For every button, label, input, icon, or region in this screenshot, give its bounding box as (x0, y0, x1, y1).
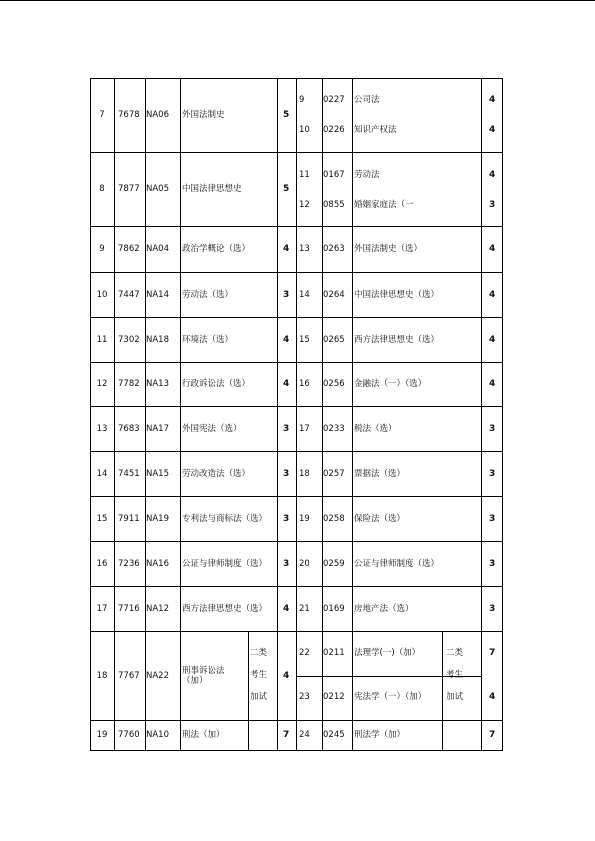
course-name: 环境法（选） (182, 335, 234, 345)
row-number: 8 (99, 184, 105, 194)
note-left: 加试 (250, 692, 268, 702)
course-code: 7678 (118, 110, 140, 120)
course-code: 7447 (118, 290, 140, 300)
right-row-number: 13 (299, 244, 310, 254)
course-ncode: NA06 (146, 110, 169, 120)
column-rule (277, 78, 278, 750)
right-course-credit: 7 (489, 730, 496, 740)
course-credit: 5 (283, 184, 290, 194)
right-course-credit: 7 (489, 648, 496, 658)
right-course-name: 税法（选） (354, 424, 397, 434)
course-credit: 3 (283, 559, 290, 569)
row-number: 10 (96, 290, 108, 300)
right-course-credit: 4 (489, 379, 496, 389)
course-ncode: NA14 (146, 290, 169, 300)
right-course-name: 知识产权法 (354, 125, 397, 135)
right-course-name: 宪法学（一）（加） (354, 692, 427, 702)
right-course-code: 0233 (323, 424, 345, 434)
right-course-credit: 3 (489, 604, 496, 614)
course-code: 7862 (118, 244, 140, 254)
row-number: 17 (96, 604, 108, 614)
course-ncode: NA13 (146, 379, 169, 389)
right-course-name: 公证与律师制度（选） (354, 559, 440, 569)
right-course-code: 0226 (323, 125, 345, 135)
right-row-number: 21 (299, 604, 310, 614)
column-rule (352, 78, 353, 750)
column-rule (145, 78, 146, 750)
column-rule (502, 78, 503, 750)
right-row-number: 15 (299, 335, 310, 345)
course-name: 西方法律思想史（选） (182, 604, 268, 614)
course-name: 刑事诉讼法（加） (182, 666, 225, 686)
column-rule (180, 78, 181, 750)
course-credit: 4 (283, 671, 290, 681)
course-code: 7911 (118, 514, 140, 524)
right-course-code: 0212 (323, 692, 345, 702)
right-course-code: 0259 (323, 559, 345, 569)
right-course-code: 0256 (323, 379, 345, 389)
course-code: 7716 (118, 604, 140, 614)
column-rule (114, 78, 115, 750)
column-rule (481, 78, 482, 750)
right-course-name: 法理学(一)（加） (354, 648, 421, 658)
course-name: 外国宪法（选） (182, 424, 242, 434)
right-course-credit: 3 (489, 200, 496, 210)
right-course-code: 0227 (323, 95, 345, 105)
course-name: 专利法与商标法（选） (182, 514, 268, 524)
course-ncode: NA05 (146, 184, 169, 194)
right-course-code: 0257 (323, 469, 345, 479)
right-course-credit: 3 (489, 424, 496, 434)
course-code: 7782 (118, 379, 140, 389)
right-row-number: 10 (299, 125, 310, 135)
course-name: 劳动法（选） (182, 290, 234, 300)
column-rule (90, 78, 91, 750)
right-course-credit: 4 (489, 95, 496, 105)
right-course-code: 0245 (323, 730, 345, 740)
right-course-credit: 4 (489, 335, 496, 345)
course-ncode: NA04 (146, 244, 169, 254)
course-code: 7760 (118, 730, 140, 740)
course-ncode: NA22 (146, 671, 169, 681)
course-code: 7236 (118, 559, 140, 569)
course-code: 7683 (118, 424, 140, 434)
right-course-code: 0211 (323, 648, 345, 658)
course-code: 7877 (118, 184, 140, 194)
right-course-credit: 4 (489, 290, 496, 300)
right-course-name: 刑法学（加） (354, 730, 406, 740)
row-number: 11 (96, 335, 108, 345)
right-course-credit: 3 (489, 559, 496, 569)
column-rule (296, 78, 297, 750)
page-top-rule (0, 0, 595, 1)
row-number: 14 (96, 469, 108, 479)
right-course-credit: 3 (489, 514, 496, 524)
right-course-code: 0855 (323, 200, 345, 210)
course-credit: 3 (283, 469, 290, 479)
course-name: 外国法制史 (182, 110, 225, 120)
note-right: 加试 (446, 692, 464, 702)
note-left: 考生 (250, 670, 268, 680)
course-ncode: NA10 (146, 730, 169, 740)
course-credit: 4 (283, 379, 290, 389)
row-rule (90, 750, 503, 751)
right-row-number: 9 (299, 95, 305, 105)
right-course-name: 房地产法（选） (354, 604, 414, 614)
right-course-credit: 4 (489, 692, 496, 702)
row-number: 12 (96, 379, 108, 389)
course-credit: 7 (283, 730, 290, 740)
right-row-number: 11 (299, 170, 310, 180)
row-number: 19 (96, 730, 108, 740)
course-credit: 5 (283, 110, 290, 120)
note-right: 二类 (446, 648, 464, 658)
course-credit: 4 (283, 335, 290, 345)
right-course-code: 0265 (323, 335, 345, 345)
course-name: 劳动改造法（选） (182, 469, 251, 479)
note-column-rule (442, 631, 443, 750)
right-course-name: 保险法（选） (354, 514, 406, 524)
right-course-name: 中国法律思想史（选） (354, 290, 440, 300)
course-code: 7302 (118, 335, 140, 345)
right-course-code: 0263 (323, 244, 345, 254)
course-name: 政治学概论（选） (182, 244, 251, 254)
course-credit: 3 (283, 290, 290, 300)
right-course-name: 婚姻家庭法（一 (354, 200, 414, 210)
course-ncode: NA12 (146, 604, 169, 614)
right-course-name: 劳动法 (354, 170, 380, 180)
right-course-credit: 4 (489, 170, 496, 180)
note-right: 考生 (446, 670, 464, 680)
right-row-number: 23 (299, 692, 310, 702)
row-number: 15 (96, 514, 108, 524)
course-ncode: NA19 (146, 514, 169, 524)
right-course-code: 0169 (323, 604, 345, 614)
course-ncode: NA17 (146, 424, 169, 434)
right-course-code: 0264 (323, 290, 345, 300)
course-credit: 3 (283, 514, 290, 524)
course-credit: 3 (283, 424, 290, 434)
right-row-number: 17 (299, 424, 310, 434)
course-credit: 4 (283, 604, 290, 614)
course-name: 公证与律师制度（选） (182, 559, 268, 569)
right-row-number: 12 (299, 200, 310, 210)
row-number: 7 (99, 110, 105, 120)
right-course-name: 公司法 (354, 95, 380, 105)
row-number: 13 (96, 424, 108, 434)
course-code: 7451 (118, 469, 140, 479)
note-left: 二类 (250, 648, 268, 658)
row-number: 9 (99, 244, 105, 254)
right-course-code: 0258 (323, 514, 345, 524)
row-number: 18 (96, 671, 108, 681)
right-course-credit: 4 (489, 244, 496, 254)
right-course-credit: 3 (489, 469, 496, 479)
right-course-code: 0167 (323, 170, 345, 180)
course-ncode: NA16 (146, 559, 169, 569)
right-course-name: 金融法（一）（选） (354, 379, 427, 389)
right-row-number: 20 (299, 559, 310, 569)
course-ncode: NA18 (146, 335, 169, 345)
course-name: 中国法律思想史 (182, 184, 242, 194)
course-ncode: NA15 (146, 469, 169, 479)
row-number: 16 (96, 559, 108, 569)
right-course-name: 外国法制史（选） (354, 244, 423, 254)
note-column-rule (248, 631, 249, 750)
course-name: 行政诉讼法（选） (182, 379, 251, 389)
right-row-number: 24 (299, 730, 310, 740)
right-row-number: 19 (299, 514, 310, 524)
right-course-name: 西方法律思想史（选） (354, 335, 440, 345)
course-credit: 4 (283, 244, 290, 254)
course-name: 刑法（加） (182, 730, 225, 740)
course-code: 7767 (118, 671, 140, 681)
right-course-credit: 4 (489, 125, 496, 135)
right-row-number: 18 (299, 469, 310, 479)
right-row-number: 14 (299, 290, 310, 300)
right-row-number: 22 (299, 648, 310, 658)
right-course-name: 票据法（选） (354, 469, 406, 479)
right-row-number: 16 (299, 379, 310, 389)
